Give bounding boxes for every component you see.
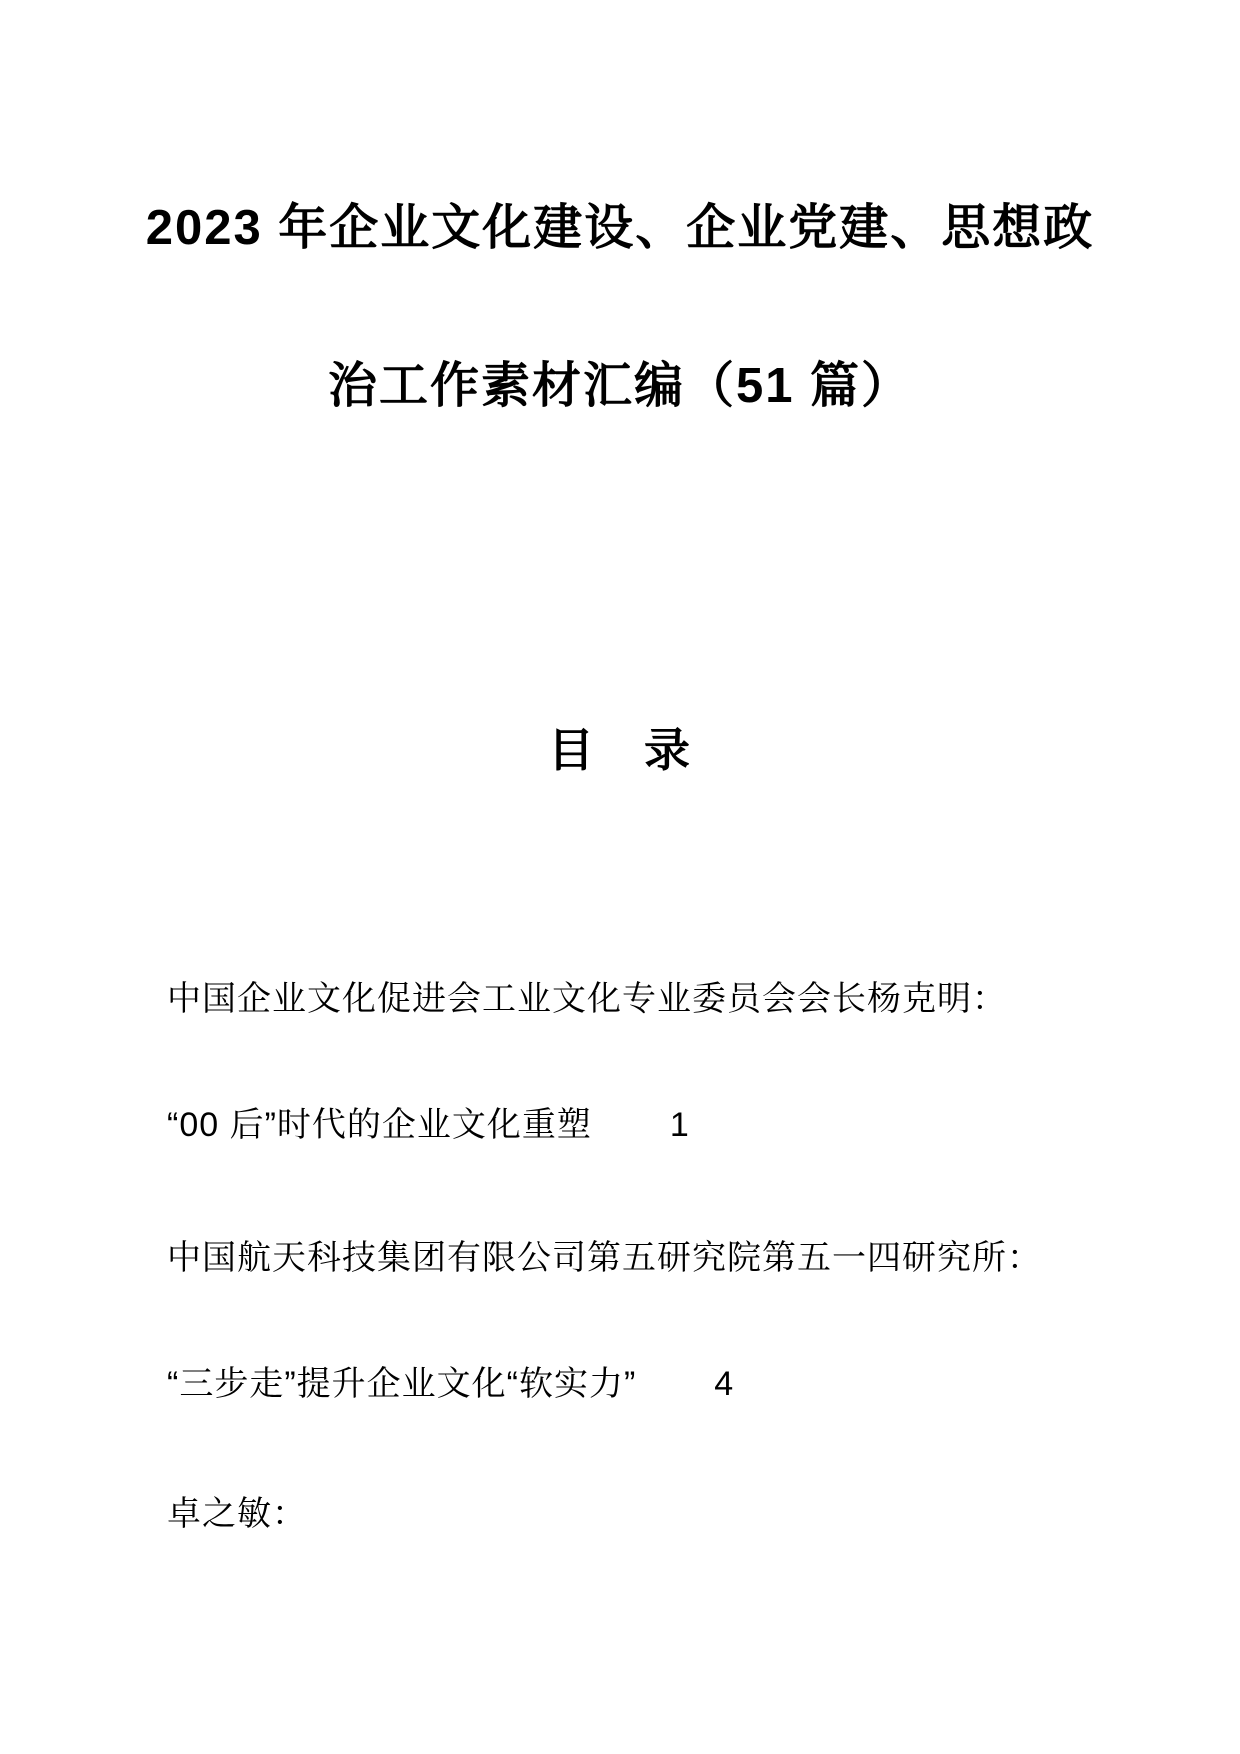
toc-entry xyxy=(167,1363,1140,1405)
toc-entry-text: “00 后”时代的企业文化重塑 xyxy=(167,1106,592,1144)
document-title-line-2: 治工作素材汇编（51 篇） xyxy=(327,359,913,413)
toc-entry-text: 卓之敏： xyxy=(167,1495,307,1533)
toc-entry xyxy=(167,1237,1140,1279)
toc-entry-text: 中国企业文化促进会工业文化专业委员会会长杨克明： xyxy=(167,980,1007,1018)
document-title-line-1: 2023 年企业文化建设、企业党建、思想政 xyxy=(145,201,1095,255)
toc-heading: 目 录 xyxy=(548,724,692,776)
toc-entry xyxy=(167,1493,1140,1535)
toc-entry-page-number: 4 xyxy=(714,1365,735,1403)
toc-entry-text: 中国航天科技集团有限公司第五研究院第五一四研究所： xyxy=(167,1239,1042,1277)
toc-entry-text: “三步走”提升企业文化“软实力” xyxy=(167,1365,637,1403)
toc-entry xyxy=(167,978,1140,1020)
toc-entry xyxy=(167,1104,1140,1146)
toc-entry-page-number: 1 xyxy=(669,1106,690,1144)
